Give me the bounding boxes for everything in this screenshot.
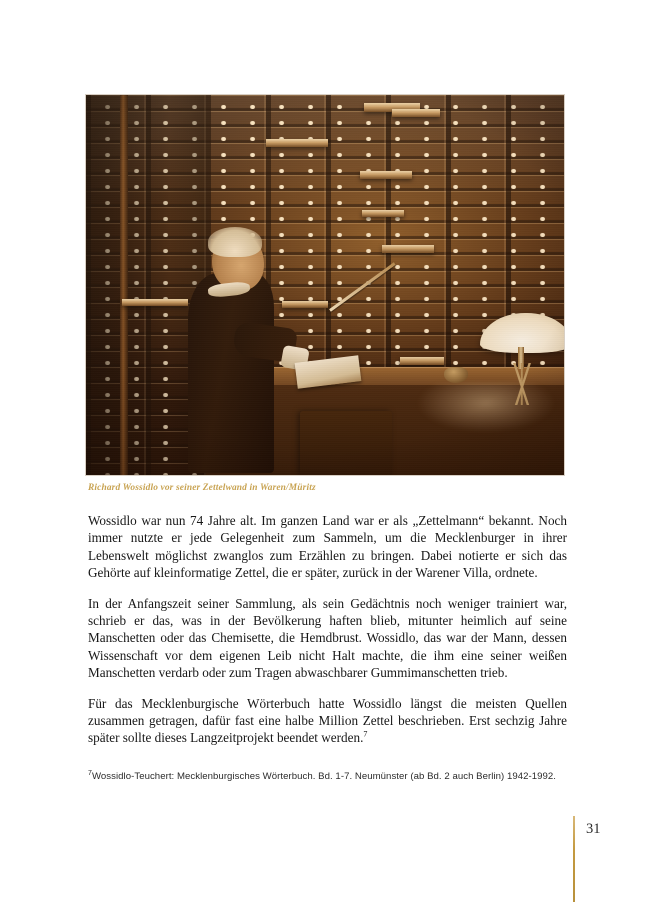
photo-left-post	[120, 95, 128, 475]
photo-open-drawer	[122, 299, 188, 306]
photo-figure-man	[182, 221, 290, 473]
figure-photograph	[86, 95, 564, 475]
figure-caption: Richard Wossidlo vor seiner Zettelwand in Waren/Müritz	[88, 483, 316, 493]
footnote-marker: 7	[88, 769, 92, 777]
folio-rule	[573, 816, 575, 902]
photo-open-drawer	[392, 109, 440, 117]
photo-chair	[300, 411, 392, 475]
page-number: 31	[586, 821, 601, 837]
paragraph: Wossidlo war nun 74 Jahre alt. Im ganzen Land war er als „Zettelmann“ bekannt. Noch immer nutzte er jede Gelegenheit zum Sammeln, um die Mecklenburger in ihrer Lebenswelt möglichst zwanglos zum Erzählen zu bringen. Dabei notierte er sich das Gehörte auf kleinformatige Zettel, die er später, zurück in der Warener Villa, ordnete.	[88, 513, 567, 581]
photo-open-drawer	[362, 210, 404, 217]
footnote-text: Wossidlo-Teuchert: Mecklenburgisches Wörterbuch. Bd. 1-7. Neumünster (ab Bd. 2 auch Berlin) 1942-1992.	[91, 771, 557, 782]
photo-open-drawer	[360, 171, 412, 179]
body-text-column	[88, 512, 567, 747]
photo-man-hair	[208, 227, 262, 257]
footnote-reference-marker[interactable]: 7	[363, 730, 368, 740]
paragraph-with-footnote	[88, 695, 567, 747]
paragraph: In der Anfangszeit seiner Sammlung, als sein Gedächtnis noch weniger trainiert war, schrieb er das, was in der Bevölkerung haften blieb, mitunter heimlich auf seine Manschetten oder das Chemisette, die Hemdbrust. Wossidlo, das war der Mann, dessen Wissenschaft vor dem eigenen Leib nicht Halt machte, die ihm eine seiner weißen Manschetten verdarb oder zum Tragen abwaschbarer Gummimanschetten trieb.	[88, 595, 567, 681]
photo-open-drawer	[266, 139, 328, 147]
photo-open-drawer	[382, 245, 434, 253]
photo-man-suit	[188, 273, 274, 473]
historical-photo	[86, 95, 564, 475]
photo-inkwell	[444, 367, 468, 383]
paragraph-text: Für das Mecklenburgische Wörterbuch hatte Wossidlo längst die meisten Quellen zusammen getragen, dafür fast eine halbe Million Zettel beschrieben. Erst sechzig Jahre später sollte dieses Langzeitprojekt beendet werden.	[88, 695, 567, 746]
footnote	[88, 770, 578, 783]
photo-lamp-tripod-base	[498, 363, 546, 405]
photo-open-drawer	[400, 357, 444, 365]
